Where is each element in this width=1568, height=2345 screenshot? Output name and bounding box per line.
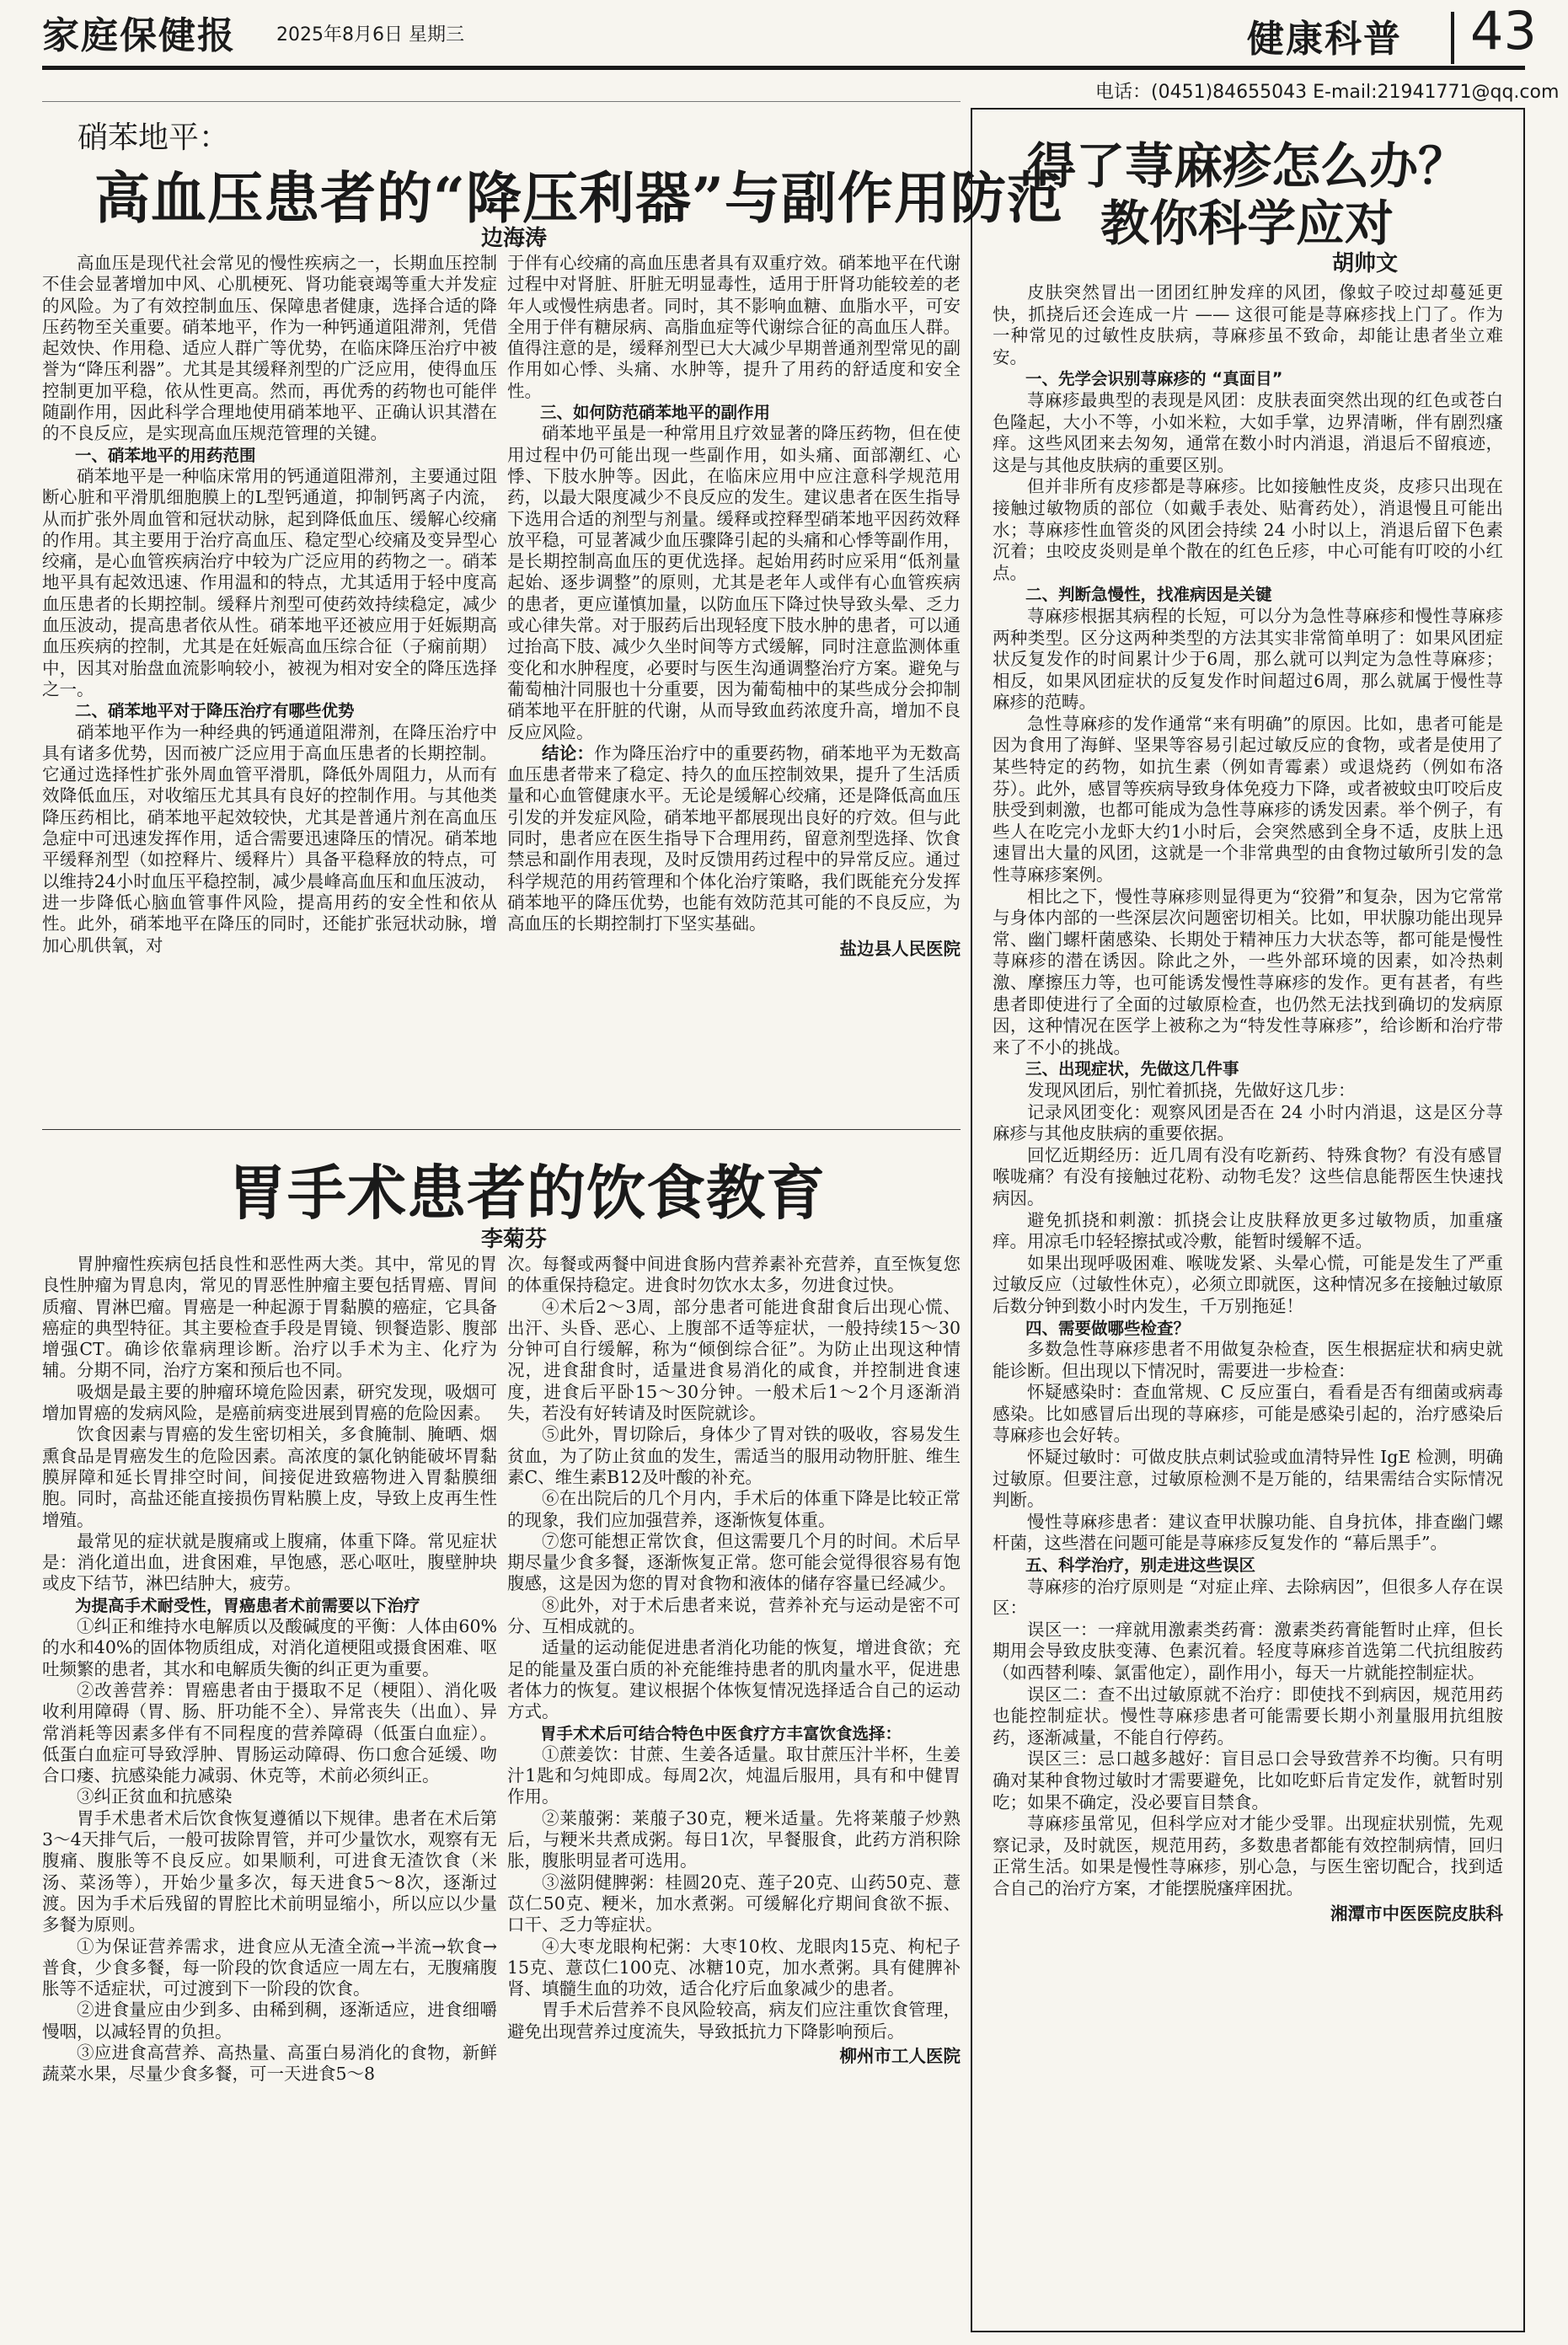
paragraph-text: ①蔗姜饮：甘蔗、生姜各适量。取甘蔗压汁半杯，生姜汁1匙和匀炖即成。每周2次，炖温后服用，具有和中健胃作用。	[507, 1743, 961, 1807]
paragraph	[42, 1616, 497, 1680]
paragraph-text: 记录风团变化：观察风团是否在 24 小时内消退，这是区分荨麻疹与其他皮肤病的重要依据。	[993, 1101, 1503, 1144]
paragraph	[507, 1872, 961, 1936]
subheading	[507, 1723, 961, 1744]
paragraph-text: 误区三：忌口越多越好：盲目忌口会导致营养不均衡。只有明确对某种食物过敏时才需要避免，比如吃虾后肯定发作，就暂时别吃；如果不确定，没必要盲目禁食。	[993, 1748, 1503, 1812]
paragraph	[507, 1936, 961, 2000]
paragraph-text: 发现风团后，别忙着抓挠，先做好这几步：	[1027, 1079, 1356, 1100]
paragraph-text: 硝苯地平虽是一种常用且疗效显著的降压药物，但在使用过程中仍可能出现一些副作用，如头痛、面部潮红、心悸、下肢水肿等。因此，在临床应用中应注意科学规范用药，以最大限度减少不良反应的发生。建议患者在医生指导下选用合适的剂型与剂量。缓释或控释型硝苯地平因药效释放平稳，可显著减少血压骤降引起的头痛和心悸等副作用，是长期控制高血压的更优选择。起始用药时应采用“低剂量起始、逐步调整”的原则，尤其是老年人或伴有心血管疾病的患者，更应谨慎加量，以防血压下降过快导致头晕、乏力或心律失常。对于服药后出现轻度下肢水肿的患者，可以通过抬高下肢、减少久坐时间等方式缓解，同时注意监测体重变化和水肿程度，必要时与医生沟通调整治疗方案。避免与葡萄柚汁同服也十分重要，因为葡萄柚中的某些成分会抑制硝苯地平在肝脏的代谢，从而导致血药浓度升高，增加不良反应风险。	[507, 423, 961, 742]
paragraph-text: ⑤此外，胃切除后，身体少了胃对铁的吸收，容易发生贫血，为了防止贫血的发生，需适当的服用动物肝脏、维生素C、维生素B12及叶酸的补充。	[507, 1424, 961, 1487]
paragraph-text: 荨麻疹虽常见，但科学应对才能少受罪。出现症状别慌，先观察记录，及时就医，规范用药，多数患者都能有效控制病情，回归正常生活。如果是慢性荨麻疹，别心急，与医生密切配合，找到适合自己的治疗方案，才能摆脱瘙痒困扰。	[993, 1813, 1503, 1898]
paragraph-text: 荨麻疹根据其病程的长短，可以分为急性荨麻疹和慢性荨麻疹两种类型。区分这两种类型的方法其实非常简单明了：如果风团症状反复发作的时间累计少于6周，那么就可以判定为急性荨麻疹；相反，如果风团症状的反复发作时间超过6周，那么就属于慢性荨麻疹的范畴。	[993, 605, 1503, 713]
paragraph	[42, 1936, 497, 2000]
paragraph	[507, 1254, 961, 1297]
subheading	[993, 368, 1503, 390]
paragraph-text: 吸烟是最主要的肿瘤环境危险因素，研究发现，吸烟可增加胃癌的发病风险，是癌前病变进展到胃癌的危险因素。	[42, 1381, 497, 1424]
masthead-rule	[42, 66, 1525, 70]
paragraph-text: 皮肤突然冒出一团团红肿发痒的风团，像蚊子咬过却蔓延更快，抓挠后还会连成一片 —— 这很可能是荨麻疹找上门了。作为一种常见的过敏性皮肤病，荨麻疹虽不致命，却能让患者坐立难安。	[993, 282, 1503, 367]
paragraph	[993, 1145, 1503, 1210]
paragraph	[507, 1637, 961, 1722]
paragraph-text: ②改善营养：胃癌患者由于摄取不足（梗阻）、消化吸收利用障碍（胃、肠、肝功能不全）、异常丧失（出血）、异常消耗等因素多伴有不同程度的营养障碍（低蛋白血症）。低蛋白血症可导致浮肿、胃肠运动障碍、伤口愈合延缓、吻合口瘘、抗感染能力减弱、休克等，术前必须纠正。	[42, 1679, 497, 1786]
paragraph-text: 相比之下，慢性荨麻疹则显得更为“狡猾”和复杂，因为它常常与身体内部的一些深层次问题密切相关。比如，甲状腺功能出现异常、幽门螺杆菌感染、长期处于精神压力大状态等，都可能是慢性荨麻疹的潜在诱因。除此之外，一些外部环境的因素，如冷热刺激、摩擦压力等，也可能诱发慢性荨麻疹的发作。更有甚者，有些患者即使进行了全面的过敏原检查，也仍然无法找到确切的发病原因，这种情况在医学上被称之为“特发性荨麻疹”，给诊断和治疗带来了不小的挑战。	[993, 886, 1503, 1057]
paragraph-text: 荨麻疹最典型的表现是风团：皮肤表面突然出现的红色或苍白色隆起，大小不等，小如米粒，大如手掌，边界清晰，伴有剧烈瘙痒。这些风团来去匆匆，通常在数小时内消退，消退后不留痕迹，这是与其他皮肤病的重要区别。	[993, 389, 1503, 475]
paragraph-text: ①为保证营养需求，进食应从无渣全流→半流→软食→普食，少食多餐，每一阶段的饮食适应一周左右，无腹痛腹胀等不适症状，可过渡到下一阶段的饮食。	[42, 1935, 497, 2000]
paragraph-text: 五、科学治疗，别走进这些误区	[1025, 1555, 1256, 1576]
paragraph	[993, 1253, 1503, 1318]
paragraph-text: 三、出现症状，先做这几件事	[1025, 1059, 1239, 1079]
subheading	[42, 700, 497, 721]
paragraph	[993, 476, 1503, 584]
author-organization	[993, 1903, 1503, 1925]
paragraph-text: 回忆近期经历：近几周有没有吃新药、特殊食物？有没有感冒喉咙痛？有没有接触过花粉、动物毛发？这些信息能帮医生快速找病因。	[993, 1144, 1503, 1208]
conclusion-lead: 结论：	[542, 742, 595, 763]
paragraph	[993, 886, 1503, 1059]
masthead-divider	[1451, 12, 1454, 64]
article1-author: 边海涛	[480, 226, 547, 251]
paragraph	[42, 2000, 497, 2043]
header-thin-rule	[42, 101, 961, 102]
subheading	[993, 1058, 1503, 1080]
subheading	[993, 1555, 1503, 1577]
paragraph	[993, 1620, 1503, 1684]
sidebar-author: 胡帅文	[1331, 251, 1398, 276]
article1-column-1	[42, 253, 497, 1121]
paragraph	[507, 423, 961, 742]
paragraph-text: ⑦您可能想正常饮食，但这需要几个月的时间。术后早期尽量少食多餐，逐渐恢复正常。您可能会觉得很容易有饱腹感，这是因为您的胃对食物和液体的储存容量已经减少。	[507, 1530, 961, 1594]
paragraph-text: ⑧此外，对于术后患者来说，营养补充与运动是密不可分、互相成就的。	[507, 1594, 961, 1637]
sidebar-title-line2: 教你科学应对	[1100, 195, 1394, 252]
section-name: 健康科普	[1247, 18, 1402, 61]
paragraph-text: ⑥在出院后的几个月内，手术后的体重下降是比较正常的现象，我们应加强营养，逐渐恢复体重。	[507, 1488, 961, 1530]
paragraph	[507, 1488, 961, 1531]
paragraph-text: 作为降压治疗中的重要药物，硝苯地平为无数高血压患者带来了稳定、持久的血压控制效果，提升了生活质量和心血管健康水平。无论是缓解心绞痛，还是降低高血压引发的并发症风险，硝苯地平都展现出良好的疗效。但与此同时，患者应在医生指导下合理用药，留意剂型选择、饮食禁忌和副作用表现，及时反馈用药过程中的异常反应。通过科学规范的用药管理和个体化治疗策略，我们既能充分发挥硝苯地平的降压优势，也能有效防范其可能的不良反应，为高血压的长期控制打下坚实基础。	[507, 742, 961, 934]
subheading	[507, 402, 961, 423]
paragraph-text: 如果出现呼吸困难、喉咙发紧、头晕心慌，可能是发生了严重过敏反应（过敏性休克），必须立即就医，这种情况多在接触过敏原后数分钟到数小时内发生，千万别拖延！	[993, 1252, 1503, 1316]
sidebar-column	[993, 282, 1503, 2321]
newspaper-name: 家庭保健报	[42, 14, 236, 57]
subheading	[993, 584, 1503, 606]
paragraph	[993, 1210, 1503, 1253]
article2-column-2	[507, 1254, 961, 2334]
paragraph	[993, 390, 1503, 476]
article1-column-2	[507, 253, 961, 1121]
paragraph	[42, 253, 497, 445]
paragraph-text: 二、判断急慢性，找准病因是关键	[1025, 585, 1272, 605]
paragraph	[42, 1424, 497, 1530]
paragraph-text: ④术后2～3周，部分患者可能进食甜食后出现心慌、出汗、头昏、恶心、上腹部不适等症状，一般持续15～30分钟可自行缓解，称为“倾倒综合征”。为防止出现这种情况，进食甜食时，适量进食易消化的咸食，并控制进食速度，进食后平卧15～30分钟。一般术后1～2个月逐渐消失，若没有好转请及时医院就诊。	[507, 1296, 961, 1424]
subheading	[993, 1318, 1503, 1340]
paragraph-text: 三、如何防范硝苯地平的副作用	[540, 403, 771, 423]
paragraph	[993, 606, 1503, 714]
page-number: 43	[1470, 0, 1537, 62]
paragraph-text: 怀疑感染时：查血常规、C 反应蛋白，看看是否有细菌或病毒感染。比如感冒后出现的荨麻疹，可能是感染引起的，治疗感染后荨麻疹也会好转。	[993, 1382, 1503, 1446]
contact-info: 电话：(0451)84655043 E-mail:21941771@qq.com	[1095, 82, 1560, 103]
paragraph-text: ①纠正和维持水电解质以及酸碱度的平衡：人体由60%的水和40%的固体物质组成，对消化道梗阻或摄食困难、呕吐频繁的患者，其水和电解质失衡的纠正更为重要。	[42, 1616, 497, 1679]
paragraph-text: 一、先学会识别荨麻疹的 “真面目”	[1025, 369, 1283, 389]
paragraph-text: 荨麻疹的治疗原则是 “对症止痒、去除病因”，但很多人存在误区：	[993, 1576, 1503, 1619]
paragraph-text: 胃肿瘤性疾病包括良性和恶性两大类。其中，常见的胃良性肿瘤为胃息肉，常见的胃恶性肿瘤主要包括胃癌、胃间质瘤、胃淋巴瘤。胃癌是一种起源于胃黏膜的癌症，它具备癌症的典型特征。其主要检查手段是胃镜、钡餐造影、腹部增强CT。确诊依靠病理诊断。治疗以手术为主、化疗为辅。分期不同，治疗方案和预后也不同。	[42, 1254, 497, 1381]
paragraph-text: ③应进食高营养、高热量、高蛋白易消化的食物，新鲜蔬菜水果，尽量少食多餐，可一天进食5～8	[42, 2042, 497, 2085]
article-divider	[42, 1129, 961, 1130]
paragraph-text: 二、硝苯地平对于降压治疗有哪些优势	[75, 701, 355, 721]
article2-author: 李菊芬	[480, 1227, 547, 1252]
paragraph	[42, 1808, 497, 1936]
article1-title: 高血压患者的“降压利器”与副作用防范	[94, 165, 1063, 231]
paragraph	[507, 2000, 961, 2043]
subheading	[42, 1595, 497, 1616]
paragraph-text: 慢性荨麻疹患者：建议查甲状腺功能、自身抗体，排查幽门螺杆菌，这些潜在问题可能是荨麻疹反复发作的 “幕后黑手”。	[993, 1511, 1503, 1554]
paragraph	[507, 253, 961, 402]
paragraph	[42, 466, 497, 700]
paragraph	[42, 1382, 497, 1425]
paragraph	[993, 714, 1503, 886]
paragraph	[42, 2043, 497, 2085]
paragraph-text: 胃手术术后可结合特色中医食疗方丰富饮食选择：	[540, 1723, 902, 1743]
paragraph-text: 高血压是现代社会常见的慢性疾病之一，长期血压控制不佳会显著增加中风、心肌梗死、肾功能衰竭等重大并发症的风险。为了有效控制血压、保障患者健康，选择合适的降压药物至关重要。硝苯地平，作为一种钙通道阻滞剂，凭借起效快、作用稳、适应人群广等优势，在临床降压治疗中被誉为“降压利器”。尤其是其缓释剂型的广泛应用，使得血压控制更加平稳，依从性更高。然而，再优秀的药物也可能伴随副作用，因此科学合理地使用硝苯地平、正确认识其潜在的不良反应，是实现高血压规范管理的关键。	[42, 253, 497, 444]
paragraph	[993, 1748, 1503, 1813]
paragraph	[507, 1297, 961, 1425]
paragraph-text: ②莱菔粥：莱菔子30克，粳米适量。先将莱菔子炒熟后，与粳米共煮成粥。每日1次，早餐服食，此药方消积除胀，腹胀明显者可选用。	[507, 1807, 961, 1871]
paragraph-text: 急性荨麻疹的发作通常“来有明确”的原因。比如，患者可能是因为食用了海鲜、坚果等容易引起过敏反应的食物，或者是使用了某些特定的药物，如抗生素（例如青霉素）或退烧药（例如布洛芬）。此外，感冒等疾病导致身体免疫力下降，或者被蚊虫叮咬后皮肤受到刺激，也都可能成为急性荨麻疹的诱发因素。举个例子，有些人在吃完小龙虾大约1小时后，会突然感到全身不适，皮肤上迅速冒出大量的风团，这就是一个非常典型的由食物过敏所引发的急性荨麻疹案例。	[993, 713, 1503, 886]
paragraph	[507, 1595, 961, 1638]
paragraph-text: 误区二：查不出过敏原就不治疗：即使找不到病因，规范用药也能控制症状。慢性荨麻疹患者可能需要长期小剂量服用抗组胺药，逐渐减量，不能自行停药。	[993, 1684, 1503, 1748]
paragraph-text: 硝苯地平是一种临床常用的钙通道阻滞剂，主要通过阻断心脏和平滑肌细胞膜上的L型钙通道，抑制钙离子内流，从而扩张外周血管和冠状动脉，起到降低血压、缓解心绞痛的作用。其主要用于治疗高血压、稳定型心绞痛及变异型心绞痛，是心血管疾病治疗中较为广泛应用的药物之一。硝苯地平具有起效迅速、作用温和的特点，尤其适用于轻中度高血压患者的长期控制。缓释片剂型可使药效持续稳定，减少血压波动，提高患者依从性。硝苯地平还被应用于妊娠期高血压疾病的控制，尤其是在妊娠高血压综合征（子痫前期）中，因其对胎盘血流影响较小，被视为相对安全的降压选择之一。	[42, 465, 497, 699]
paragraph	[42, 1254, 497, 1382]
paragraph	[42, 1786, 497, 1807]
paragraph-text: 盐边县人民医院	[839, 938, 961, 959]
paragraph	[993, 1684, 1503, 1749]
author-organization	[507, 2046, 961, 2067]
paragraph	[42, 722, 497, 956]
paragraph	[993, 1447, 1503, 1512]
author-organization	[507, 939, 961, 960]
paragraph-text: 误区一：一痒就用激素类药膏：激素类药膏能暂时止痒，但长期用会导致皮肤变薄、色素沉着。轻度荨麻疹首选第二代抗组胺药（如西替利嗪、氯雷他定），副作用小，每天一片就能控制症状。	[993, 1619, 1503, 1683]
paragraph	[507, 1531, 961, 1595]
subheading	[42, 445, 497, 466]
paragraph-text: 避免抓挠和刺激：抓挠会让皮肤释放更多过敏物质，加重瘙痒。用凉毛巾轻轻擦拭或冷敷，能暂时缓解不适。	[993, 1209, 1503, 1252]
paragraph	[993, 1813, 1503, 1899]
paragraph-text: 怀疑过敏时：可做皮肤点刺试验或血清特异性 IgE 检测，明确过敏原。但要注意，过敏原检测不是万能的，结果需结合实际情况判断。	[993, 1447, 1503, 1511]
paragraph-text: 多数急性荨麻疹患者不用做复杂检查，医生根据症状和病史就能诊断。但出现以下情况时，需要进一步检查：	[993, 1339, 1503, 1381]
paragraph	[507, 1424, 961, 1488]
sidebar-title-line1: 得了荨麻疹怎么办？	[1026, 137, 1467, 195]
paragraph	[993, 1080, 1503, 1102]
paragraph-text: 胃手术患者术后饮食恢复遵循以下规律。患者在术后第3～4天排气后，一般可拔除胃管，并可少量饮水，观察有无腹痛、腹胀等不良反应。如果顺利，可进食无渣饮食（米汤、菜汤等），开始少量多次，每天进食5～8次，逐渐过渡。因为手术后残留的胃腔比术前明显缩小，所以应以少量多餐为原则。	[42, 1807, 497, 1935]
paragraph-text: 硝苯地平作为一种经典的钙通道阻滞剂，在降压治疗中具有诸多优势，因而被广泛应用于高血压患者的长期控制。它通过选择性扩张外周血管平滑肌，降低外周阻力，从而有效降低血压，对收缩压尤其具有良好的控制作用。与其他类降压药相比，硝苯地平起效较快，尤其是普通片剂在高血压急症中可迅速发挥作用，适合需要迅速降压的情况。硝苯地平缓释剂型（如控释片、缓释片）具备平稳释放的特点，可以维持24小时血压平稳控制，减少晨峰高血压和血压波动，进一步降低心脑血管事件风险，提高用药的安全性和依从性。此外，硝苯地平在降压的同时，还能扩张冠状动脉，增加心肌供氧，对	[42, 721, 497, 956]
paragraph	[993, 1102, 1503, 1145]
paragraph-text: 次。每餐或两餐中间进食肠内营养素补充营养，直至恢复您的体重保持稳定。进食时勿饮水太多，勿进食过快。	[507, 1254, 961, 1296]
paragraph-text: ②进食量应由少到多、由稀到稠，逐渐适应，进食细嚼慢咽，以减轻胃的负担。	[42, 2000, 497, 2042]
paragraph-text: ④大枣龙眼枸杞粥：大枣10枚、龙眼肉15克、枸杞子15克、薏苡仁100克、冰糖10克，加水煮粥。具有健脾补肾、填髓生血的功效，适合化疗后血象减少的患者。	[507, 1935, 961, 2000]
paragraph-text: 于伴有心绞痛的高血压患者具有双重疗效。硝苯地平在代谢过程中对肾脏、肝脏无明显毒性，适用于肝肾功能较差的老年人或慢性病患者。同时，其不影响血糖、血脂水平，可安全用于伴有糖尿病、高脂血症等代谢综合征的高血压人群。值得注意的是，缓释剂型已大大减少早期普通剂型常见的副作用如心悸、头痛、水肿等，提升了用药的舒适度和安全性。	[507, 253, 961, 401]
paragraph	[507, 743, 961, 935]
paragraph-text: 但并非所有皮疹都是荨麻疹。比如接触性皮炎，皮疹只出现在接触过敏物质的部位（如戴手表处、贴膏药处），消退慢且可能出水；荨麻疹性血管炎的风团会持续 24 小时以上，消退后留下色素沉着；虫咬皮炎则是单个散在的红色丘疹，中心可能有叮咬的小红点。	[993, 476, 1503, 583]
issue-date: 2025年8月6日 星期三	[276, 24, 464, 46]
paragraph-text: 一、硝苯地平的用药范围	[75, 445, 256, 465]
paragraph	[507, 1808, 961, 1872]
paragraph	[993, 1577, 1503, 1620]
paragraph-text: 为提高手术耐受性，胃癌患者术前需要以下治疗	[75, 1595, 420, 1615]
paragraph-text: 胃手术后营养不良风险较高，病友们应注重饮食管理，避免出现营养过度流失，导致抵抗力下降影响预后。	[507, 2000, 961, 2042]
paragraph-text: 饮食因素与胃癌的发生密切相关，多食腌制、腌晒、烟熏食品是胃癌发生的危险因素。高浓度的氯化钠能破坏胃黏膜屏障和延长胃排空时间，间接促进致癌物进入胃黏膜细胞。同时，高盐还能直接损伤胃粘膜上皮，导致上皮再生性增殖。	[42, 1424, 497, 1530]
paragraph	[993, 1382, 1503, 1447]
paragraph	[42, 1531, 497, 1595]
paragraph-text: 最常见的症状就是腹痛或上腹痛，体重下降。常见症状是：消化道出血，进食困难，早饱感，恶心呕吐，腹壁肿块或皮下结节，淋巴结肿大，疲劳。	[42, 1530, 497, 1594]
article1-kicker: 硝苯地平：	[78, 120, 230, 155]
paragraph-text: ③滋阴健脾粥：桂圆20克、莲子20克、山药50克、薏苡仁50克、粳米，加水煮粥。可缓解化疗期间食欲不振、口干、乏力等症状。	[507, 1871, 961, 1935]
paragraph-text: 四、需要做哪些检查？	[1025, 1318, 1191, 1338]
paragraph	[42, 1680, 497, 1786]
article2-column-1	[42, 1254, 497, 2334]
paragraph	[993, 1339, 1503, 1382]
paragraph	[993, 282, 1503, 368]
paragraph	[993, 1512, 1503, 1555]
paragraph-text: 适量的运动能促进患者消化功能的恢复，增进食欲；充足的能量及蛋白质的补充能维持患者的肌肉量水平，促进患者体力的恢复。建议根据个体恢复情况选择适合自己的运动方式。	[507, 1637, 961, 1722]
article2-title: 胃手术患者的饮食教育	[227, 1158, 826, 1228]
paragraph-text: 湘潭市中医医院皮肤科	[1330, 1903, 1503, 1924]
paragraph	[507, 1744, 961, 1808]
paragraph-text: ③纠正贫血和抗感染	[77, 1786, 233, 1807]
paragraph-text: 柳州市工人医院	[839, 2045, 961, 2066]
